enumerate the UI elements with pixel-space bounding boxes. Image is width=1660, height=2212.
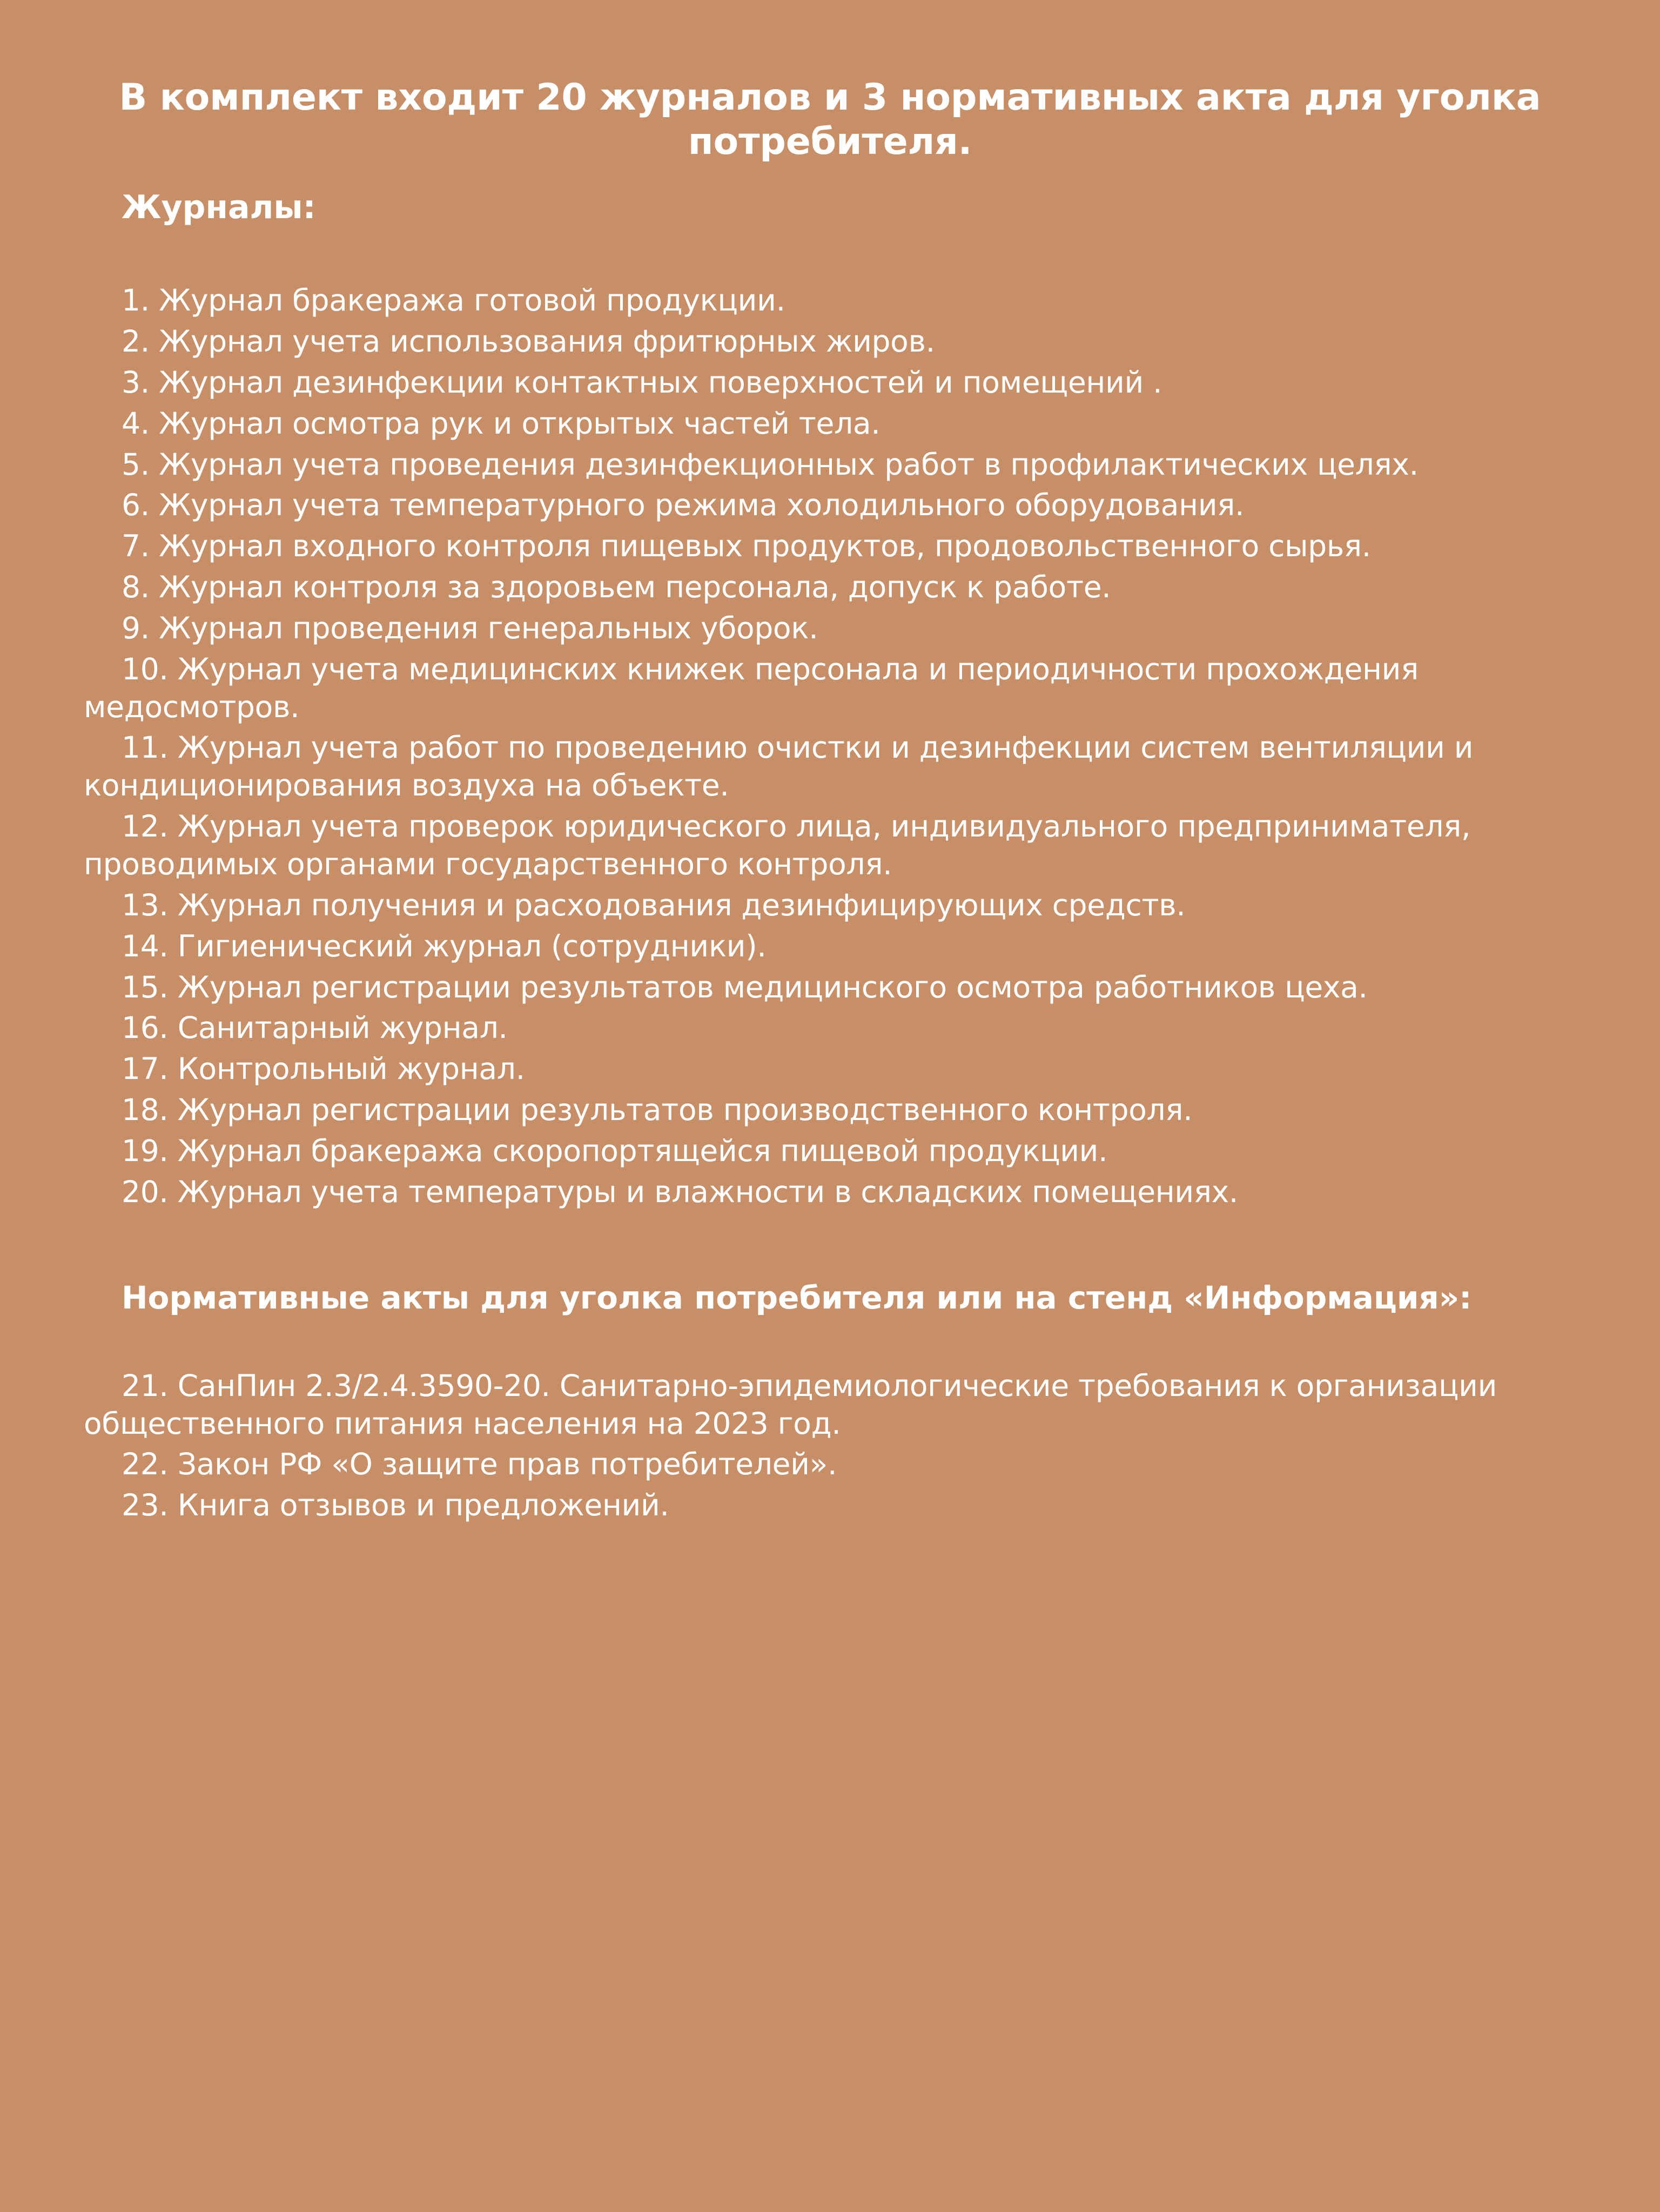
journals-list xyxy=(84,228,1576,1211)
list-item: 23. Книга отзывов и предложений. xyxy=(122,1488,669,1523)
list-item: 6. Журнал учета температурного режима холодильного оборудования. xyxy=(122,488,1245,523)
list-item: 15. Журнал регистрации результатов медицинского осмотра работников цеха. xyxy=(122,969,1368,1004)
list-item: 9. Журнал проведения генеральных уборок. xyxy=(122,610,818,645)
list-item: 17. Контрольный журнал. xyxy=(122,1051,525,1087)
list-item: 1. Журнал бракеража готовой продукции. xyxy=(122,283,785,318)
journals-heading: Журналы: xyxy=(122,188,316,227)
list-item: 2. Журнал учета использования фритюрных жиров. xyxy=(122,324,935,359)
list-item: 16. Санитарный журнал. xyxy=(122,1010,508,1046)
list-item: 13. Журнал получения и расходования дезинфицирующих средств. xyxy=(122,887,1186,922)
list-item: 8. Журнал контроля за здоровьем персонала, допуск к работе. xyxy=(122,570,1111,605)
list-item: 4. Журнал осмотра рук и открытых частей тела. xyxy=(122,406,881,441)
page-title: В комплект входит 20 журналов и 3 нормативных акта для уголка потребителя. xyxy=(119,76,1541,163)
list-item: 3. Журнал дезинфекции контактных поверхностей и помещений . xyxy=(122,365,1162,400)
list-item: 19. Журнал бракеража скоропортящейся пищевой продукции. xyxy=(122,1133,1108,1168)
list-item: 12. Журнал учета проверок юридического лица, индивидуального предпринимателя, проводимых органами государственного контроля. xyxy=(84,809,1471,881)
list-item: 18. Журнал регистрации результатов производственного контроля. xyxy=(122,1092,1193,1128)
list-item: 22. Закон РФ «О защите прав потребителей». xyxy=(122,1447,837,1482)
acts-heading: Нормативные акты для уголка потребителя или на стенд «Информация»: xyxy=(122,1279,1472,1316)
list-item: 21. СанПин 2.3/2.4.3590-20. Санитарно-эпидемиологические требования к организации общественного питания населения на 2023 год. xyxy=(84,1368,1497,1441)
list-item: 14. Гигиенический журнал (сотрудники). xyxy=(122,928,767,963)
list-item: 7. Журнал входного контроля пищевых продуктов, продовольственного сырья. xyxy=(122,529,1371,564)
list-item: 20. Журнал учета температуры и влажности в складских помещениях. xyxy=(122,1174,1239,1209)
list-item: 11. Журнал учета работ по проведению очистки и дезинфекции систем вентиляции и кондиционирования воздуха на объекте. xyxy=(84,730,1474,803)
bottom-spacer xyxy=(84,1528,1576,1625)
acts-list xyxy=(84,1318,1576,1525)
list-item: 5. Журнал учета проведения дезинфекционных работ в профилактических целях. xyxy=(122,447,1419,482)
list-item: 10. Журнал учета медицинских книжек персонала и периодичности прохождения медосмотров. xyxy=(84,651,1419,724)
